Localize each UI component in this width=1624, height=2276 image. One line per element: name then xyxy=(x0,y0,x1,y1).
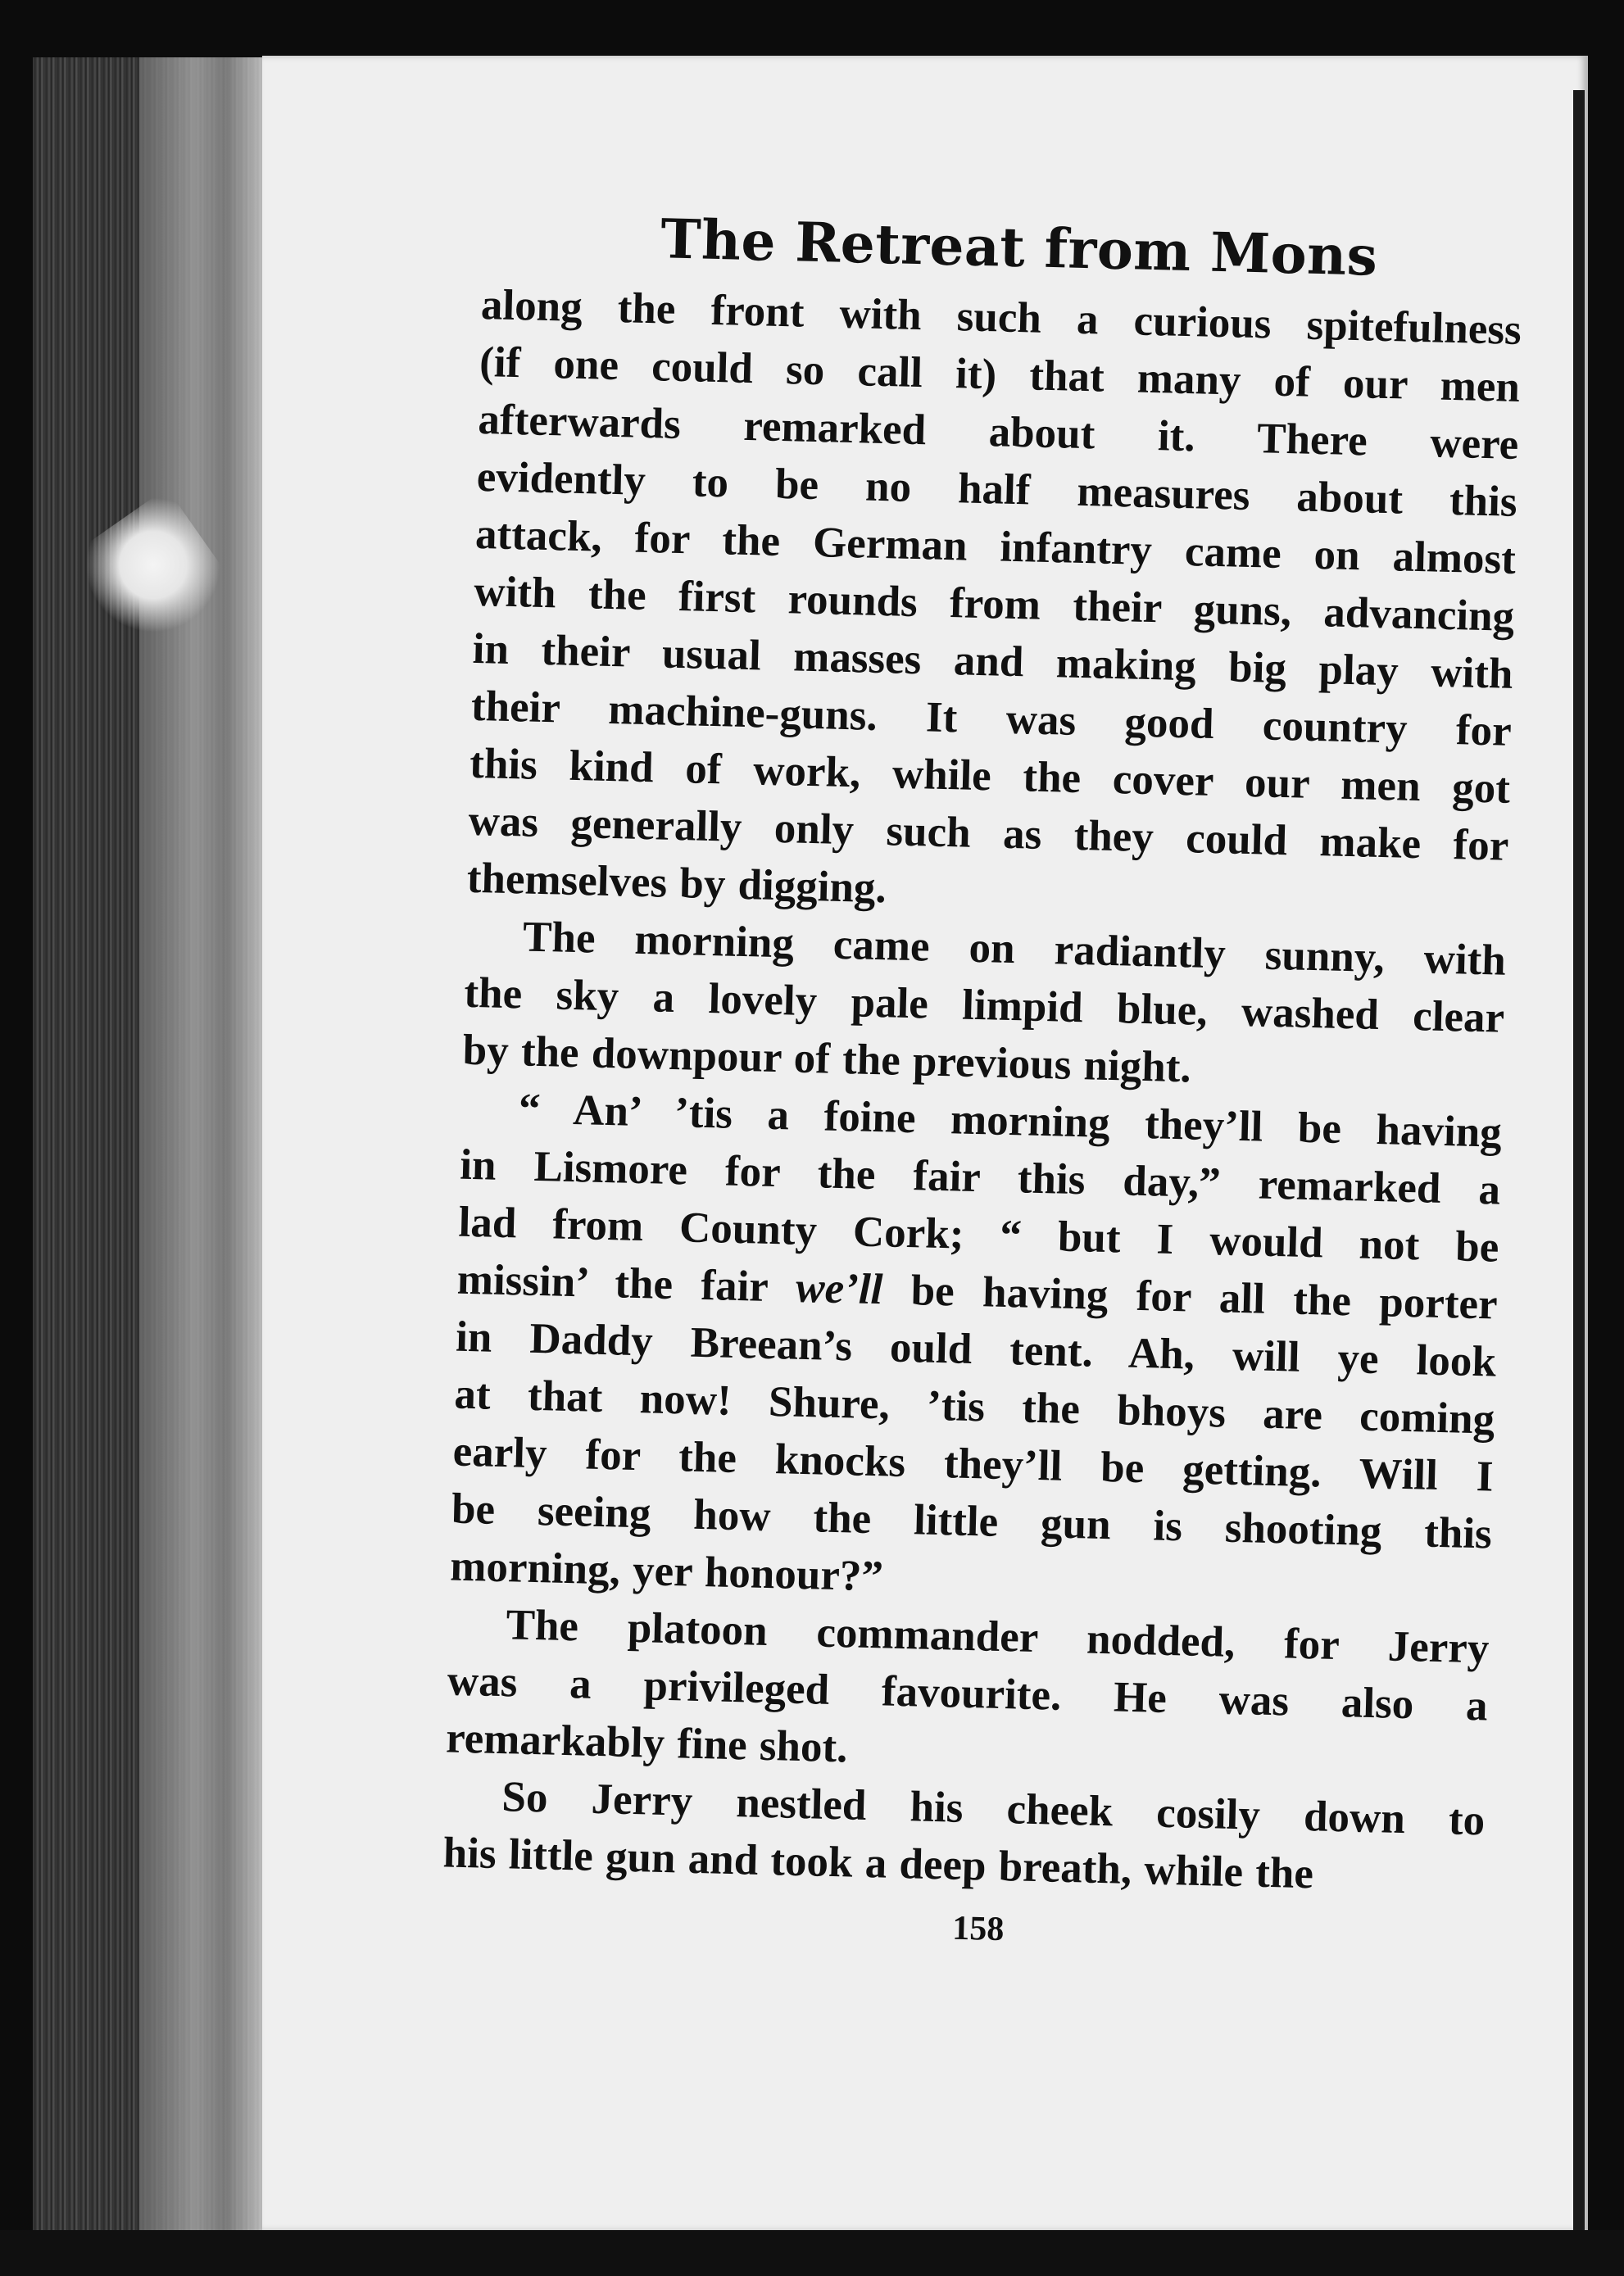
text-line: morning, yer honour?” xyxy=(449,1542,884,1601)
page-right-border xyxy=(1573,90,1585,2237)
text-line: in Daddy Breean’s ould tent. Ah, will ye look xyxy=(455,1313,1497,1386)
text-line: remarkably fine shot. xyxy=(445,1714,849,1772)
text-line: “ An’ ’tis a foine morning they’ll be having xyxy=(518,1084,1503,1157)
book-page-edges xyxy=(139,57,262,2237)
paragraph xyxy=(462,906,1507,1104)
text-line: missin’ the fair we’ll be having for all the porter xyxy=(456,1255,1499,1329)
scan-bottom-band xyxy=(0,2230,1624,2276)
running-head: The Retreat from Mons xyxy=(660,206,1379,288)
text-line: his little gun and took a deep breath, while the xyxy=(442,1829,1314,1897)
paragraph xyxy=(450,1078,1503,1620)
text-line: in Lismore for the fair this day,” remarked a xyxy=(459,1140,1501,1214)
text-line: was generally only such as they could make for xyxy=(467,796,1509,870)
text-line: The morning came on radiantly sunny, with xyxy=(522,913,1507,985)
page-number: 158 xyxy=(951,1909,1005,1948)
text-line: early for the knocks they’ll be getting. Will I xyxy=(452,1427,1495,1501)
paragraph xyxy=(445,1594,1490,1792)
text-line: with the first rounds from their guns, advancing xyxy=(473,567,1515,641)
paragraph xyxy=(442,1766,1486,1906)
text-line: in their usual masses and making big play with xyxy=(472,624,1514,698)
text-line: this kind of work, while the cover our men got xyxy=(469,739,1511,813)
text-line: lad from County Cork; “ but I would not be xyxy=(457,1198,1499,1272)
text-line: along the front with such a curious spitefulness xyxy=(480,280,1522,354)
paragraph xyxy=(466,276,1522,932)
text-line: by the downpour of the previous night. xyxy=(462,1026,1192,1092)
text-line: their machine-guns. It was good country for xyxy=(470,682,1513,755)
text-block xyxy=(441,205,1523,1961)
text-line: (if one could so call it) that many of our men xyxy=(479,338,1521,411)
text-line: be seeing how the little gun is shooting this xyxy=(451,1485,1493,1558)
text-line: was a privileged favourite. He was also a xyxy=(447,1657,1489,1730)
text-line: So Jerry nestled his cheek cosily down to xyxy=(501,1772,1486,1845)
text-line: afterwards remarked about it. There were xyxy=(477,395,1519,469)
text-line: themselves by digging. xyxy=(466,854,887,912)
text-line: attack, for the German infantry came on almost xyxy=(474,510,1517,583)
text-line: evidently to be no half measures about this xyxy=(476,452,1518,526)
text-line: at that now! Shure, ’tis the bhoys are coming xyxy=(453,1370,1495,1444)
body-text xyxy=(442,276,1522,1906)
text-line: The platoon commander nodded, for Jerry xyxy=(505,1600,1490,1673)
text-line: the sky a lovely pale limpid blue, washed clear xyxy=(463,968,1505,1042)
